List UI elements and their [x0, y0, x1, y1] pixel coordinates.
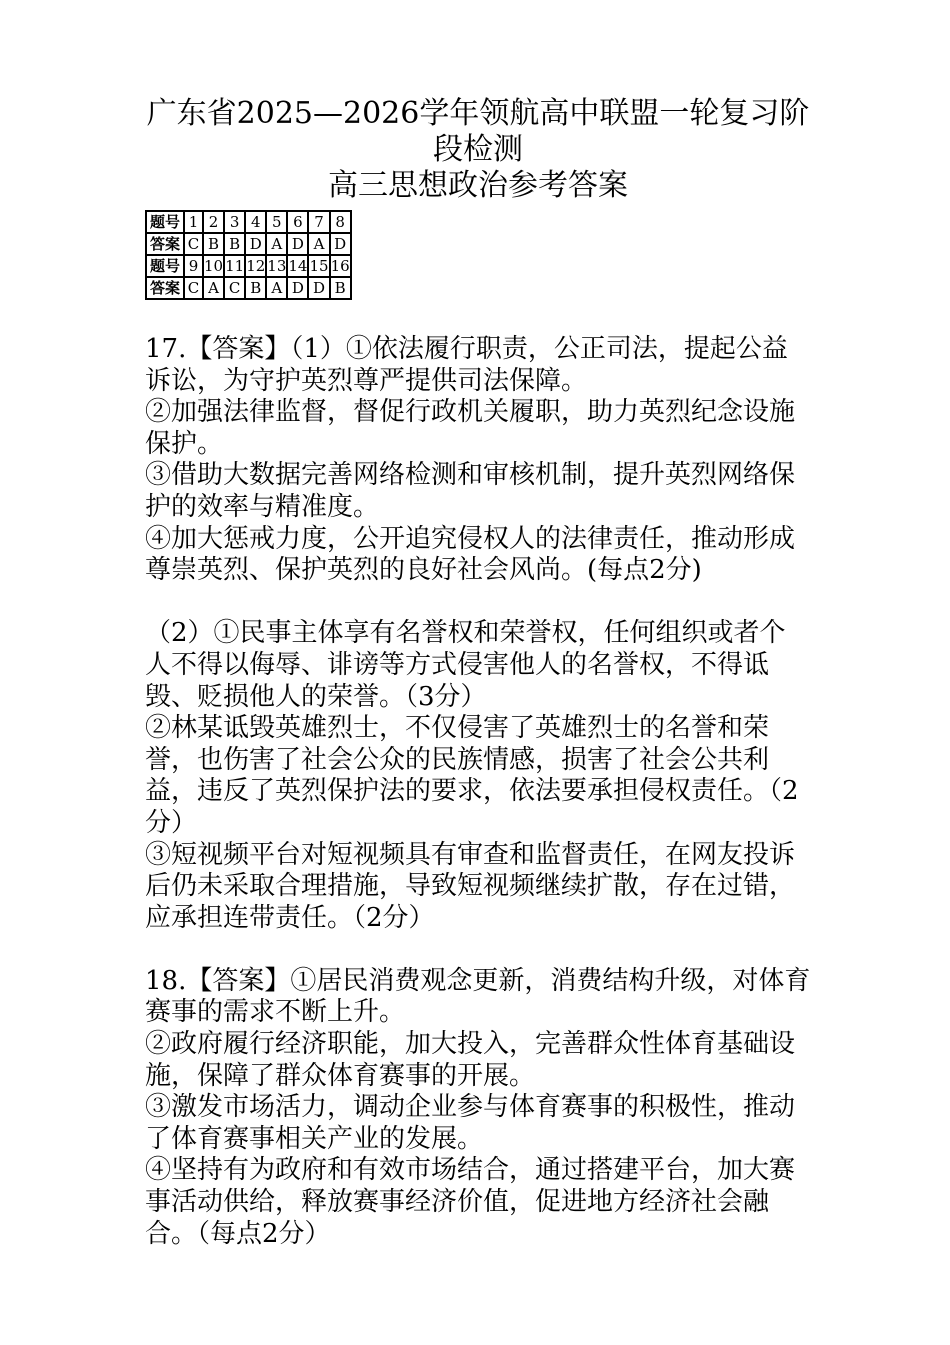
table-row: [146, 233, 351, 255]
table-cell: B: [224, 233, 245, 255]
q17-part1-line: ③借助大数据完善网络检测和审核机制，提升英烈网络保护的效率与精准度。: [145, 460, 796, 522]
table-cell: A: [203, 277, 224, 299]
q17-part1-line: ④加大惩戒力度，公开追究侵权人的法律责任，推动形成尊崇英烈、保护英烈的良好社会风尚。(每点2分): [145, 523, 796, 586]
question-17-answer: [145, 334, 811, 1250]
table-cell: C: [184, 277, 203, 299]
q17-part1-line: ②加强法律监督，督促行政机关履职，助力英烈纪念设施保护。: [145, 397, 796, 459]
answer-table: [145, 210, 352, 300]
table-cell: B: [330, 277, 351, 299]
q18-line: 18.【答案】①居民消费观念更新，消费结构升级，对体育赛事的需求不断上升。: [145, 965, 811, 1028]
table-cell: A: [266, 233, 287, 255]
q18-line: ③激发市场活力，调动企业参与体育赛事的积极性，推动了体育赛事相关产业的发展。: [145, 1092, 796, 1154]
q17-part2-line: （2）①民事主体享有名誉权和荣誉权，任何组织或者个人不得以侮辱、诽谤等方式侵害他人的名誉权，不得诋毁、贬损他人的荣誉。（3分）: [145, 618, 786, 712]
table-cell: 6: [287, 211, 308, 233]
table-cell: 4: [245, 211, 266, 233]
table-cell: 1: [184, 211, 203, 233]
table-cell: 13: [267, 257, 287, 275]
table-row: [146, 255, 351, 277]
q17-part2-line: ②林某诋毁英雄烈士，不仅侵害了英雄烈士的名誉和荣誉，也伤害了社会公众的民族情感，损害了社会公共利益，违反了英烈保护法的要求，依法要承担侵权责任。（2分）: [145, 713, 799, 838]
table-cell: 7: [308, 211, 329, 233]
table-row: [146, 211, 351, 233]
table-cell: 2: [203, 211, 224, 233]
row-label: 答案: [146, 233, 184, 255]
row-label: 题号: [146, 255, 184, 277]
table-cell: D: [287, 277, 308, 299]
table-cell: 9: [184, 255, 203, 277]
q17-part2-line: ③短视频平台对短视频具有审查和监督责任，在网友投诉后仍未采取合理措施，导致短视频继续扩散，存在过错，应承担连带责任。（2分）: [145, 839, 796, 933]
q18-line: ②政府履行经济职能，加大投入，完善群众性体育基础设施，保障了群众体育赛事的开展。: [145, 1029, 796, 1091]
table-cell: 12: [246, 257, 266, 275]
table-cell: B: [245, 277, 266, 299]
table-cell: D: [245, 233, 266, 255]
table-cell: C: [224, 277, 245, 299]
q17-part1-line: 17.【答案】（1）①依法履行职责，公正司法，提起公益诉讼，为守护英烈尊严提供司法保障。: [145, 334, 788, 396]
document-page: [145, 96, 811, 1250]
document-title: 广东省2025—2026学年领航高中联盟一轮复习阶段检测: [146, 96, 810, 167]
table-row: [146, 277, 351, 299]
table-cell: A: [308, 233, 329, 255]
row-label: 题号: [146, 211, 184, 233]
table-cell: D: [330, 233, 351, 255]
row-label: 答案: [146, 277, 184, 299]
document-subtitle: 高三思想政治参考答案: [328, 168, 628, 203]
table-cell: 14: [288, 257, 308, 275]
table-cell: 16: [330, 257, 350, 275]
table-cell: 10: [204, 257, 224, 275]
table-cell: 15: [309, 257, 329, 275]
table-cell: B: [203, 233, 224, 255]
table-cell: C: [184, 233, 203, 255]
table-cell: D: [308, 277, 329, 299]
table-cell: 3: [224, 211, 245, 233]
table-cell: 5: [266, 211, 287, 233]
table-cell: 11: [225, 257, 245, 275]
table-cell: D: [287, 233, 308, 255]
q18-line: ④坚持有为政府和有效市场结合，通过搭建平台，加大赛事活动供给，释放赛事经济价值，促进地方经济社会融合。（每点2分）: [145, 1155, 796, 1249]
table-cell: 8: [330, 211, 351, 233]
table-cell: A: [266, 277, 287, 299]
